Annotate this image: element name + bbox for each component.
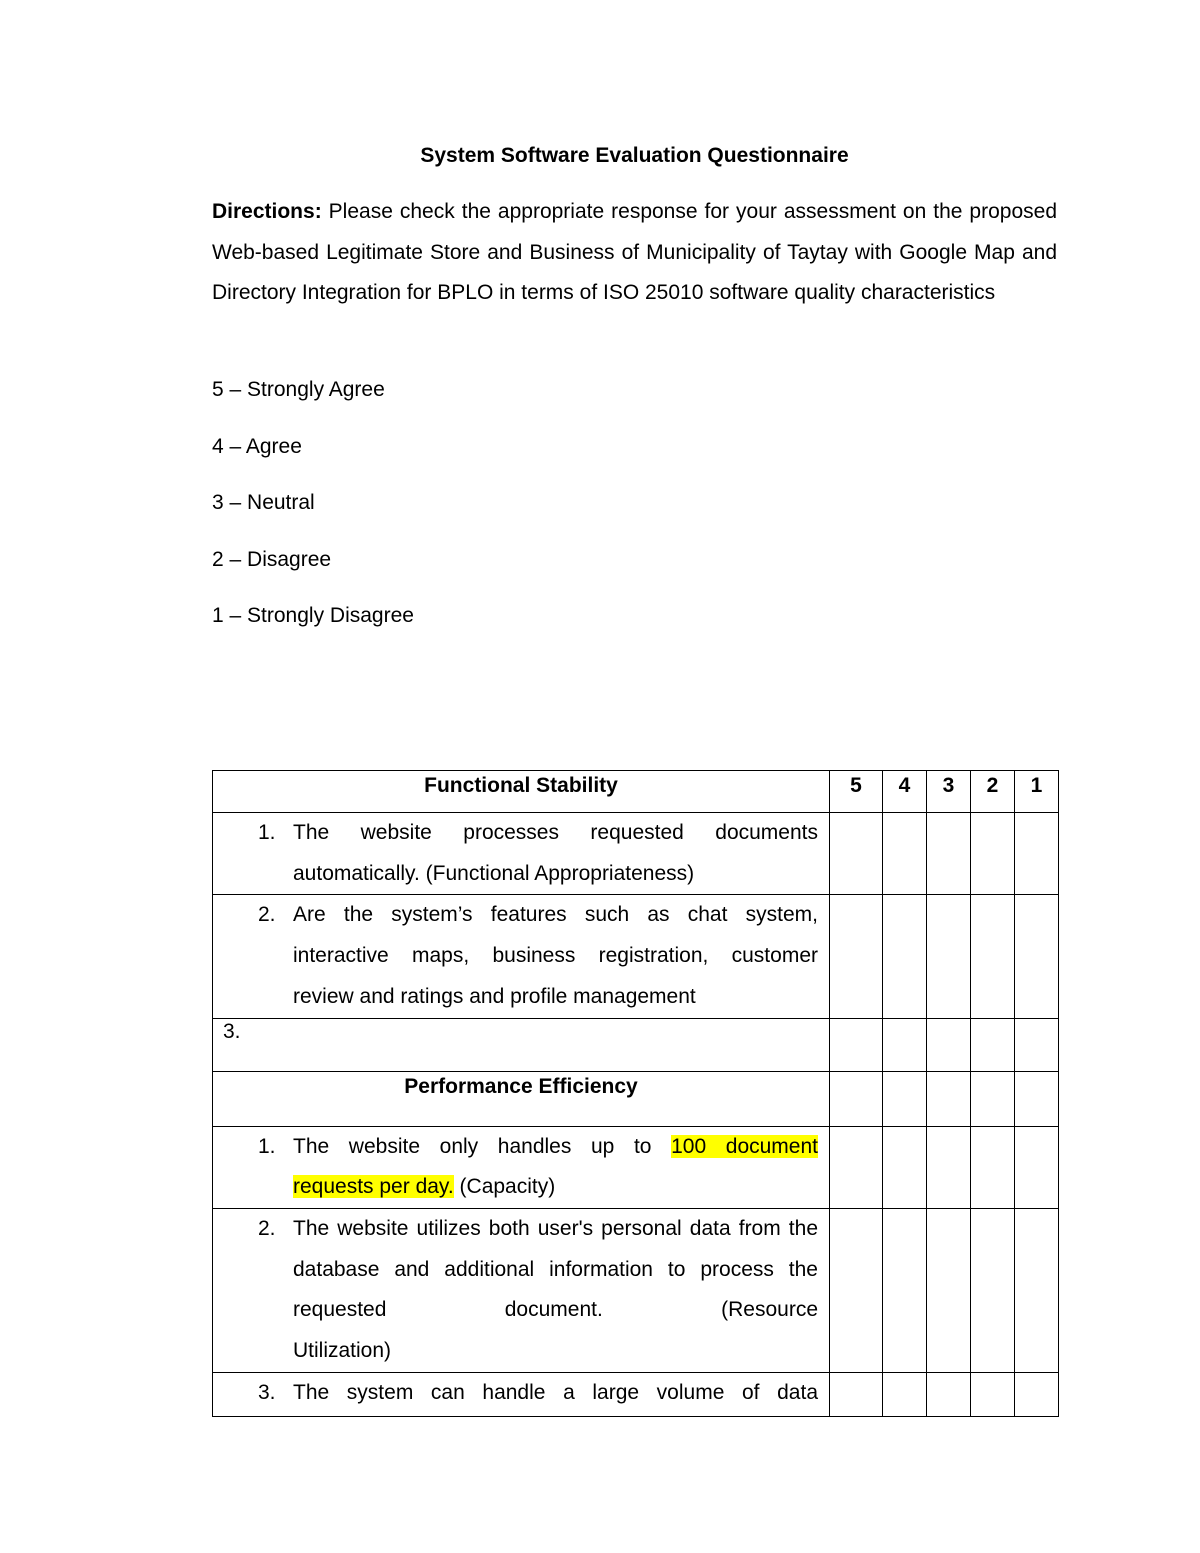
rating-cell-2[interactable] xyxy=(971,1372,1015,1416)
question-number: 2. xyxy=(258,903,276,927)
rating-cell-4[interactable] xyxy=(883,895,927,1018)
rating-cell-3[interactable] xyxy=(927,813,971,895)
table-row xyxy=(213,1372,1059,1416)
question-line: The website processes requested documents xyxy=(293,821,818,844)
page-title: System Software Evaluation Questionnaire xyxy=(420,144,849,167)
scale-item-5: 5 – Strongly Agree xyxy=(212,378,385,401)
scale-item-4: 4 – Agree xyxy=(212,434,302,458)
question-text: (Capacity) xyxy=(453,1175,556,1199)
rating-cell-4[interactable] xyxy=(883,1018,927,1071)
directions-paragraph xyxy=(212,192,1057,314)
rating-cell-5[interactable] xyxy=(830,1372,883,1416)
rating-cell-5[interactable] xyxy=(830,1126,883,1208)
question-number: 3. xyxy=(258,1380,276,1404)
rating-header-2: 2 xyxy=(971,771,1015,813)
table-row xyxy=(213,1208,1059,1372)
question-number: 1. xyxy=(258,1134,276,1158)
question-fs-1 xyxy=(213,813,830,895)
table-row xyxy=(213,1126,1059,1208)
rating-scale-legend xyxy=(212,373,812,656)
question-number: 3. xyxy=(223,1019,241,1043)
question-line: The website utilizes both user's personal data xyxy=(293,1216,731,1240)
scale-item-1: 1 – Strongly Disagree xyxy=(212,604,414,627)
rating-cell-5[interactable] xyxy=(830,895,883,1018)
rating-cell-1[interactable] xyxy=(1015,1208,1059,1372)
rating-cell-3[interactable] xyxy=(927,1018,971,1071)
rating-cell-4[interactable] xyxy=(883,1208,927,1372)
highlighted-text: 100 document xyxy=(671,1134,818,1158)
question-pe-2 xyxy=(213,1208,830,1372)
rating-header-3: 3 xyxy=(927,771,971,813)
scale-item-3: 3 – Neutral xyxy=(212,491,315,514)
question-pe-3 xyxy=(213,1372,830,1416)
question-fs-3 xyxy=(213,1018,830,1071)
rating-cell-2[interactable] xyxy=(971,1126,1015,1208)
question-line: review and ratings and profile management xyxy=(293,984,696,1008)
rating-cell-1[interactable] xyxy=(1015,813,1059,895)
section-heading-functional-stability: Functional Stability xyxy=(213,771,830,813)
rating-cell-5[interactable] xyxy=(830,813,883,895)
question-number: 1. xyxy=(258,821,276,844)
question-line: Are the system’s features such as chat system, xyxy=(293,903,818,927)
rating-cell-1[interactable] xyxy=(1015,1372,1059,1416)
rating-cell-2[interactable] xyxy=(971,813,1015,895)
rating-header-1: 1 xyxy=(1015,771,1059,813)
question-line: from the database and additional information to xyxy=(293,1216,818,1281)
rating-cell-4[interactable] xyxy=(883,813,927,895)
table-row xyxy=(213,813,1059,895)
question-line: interactive maps, business registration, customer xyxy=(293,944,818,968)
question-line: process the requested document. (Resource xyxy=(293,1257,818,1322)
evaluation-table xyxy=(212,770,1059,1417)
question-fs-2 xyxy=(213,895,830,1018)
rating-cell-4[interactable] xyxy=(883,1126,927,1208)
directions-text: Please check the appropriate response for your assessment on the proposed Web-based Legitimate Store and Business of Municipality of Taytay with Google Map and Directory Integration for BPLO in terms of ISO 25010 software quality characteristics xyxy=(212,200,1057,305)
rating-cell-1[interactable] xyxy=(1015,1126,1059,1208)
directions-label: Directions: xyxy=(212,200,322,223)
rating-cell-3[interactable] xyxy=(927,1372,971,1416)
rating-cell-5[interactable] xyxy=(830,1018,883,1071)
table-row xyxy=(213,1018,1059,1071)
table-header-row xyxy=(213,771,1059,813)
question-line: automatically. (Functional Appropriateness) xyxy=(293,861,695,885)
rating-header-4: 4 xyxy=(883,771,927,813)
question-pe-1 xyxy=(213,1126,830,1208)
table-row xyxy=(213,895,1059,1018)
question-line: The system can handle a large volume of data xyxy=(293,1380,818,1404)
rating-cell-2[interactable] xyxy=(971,895,1015,1018)
question-line: Utilization) xyxy=(293,1339,392,1363)
rating-cell-1[interactable] xyxy=(1015,895,1059,1018)
rating-cell-2[interactable] xyxy=(971,1018,1015,1071)
rating-header-5: 5 xyxy=(830,771,883,813)
rating-cell-4[interactable] xyxy=(883,1372,927,1416)
rating-cell-1[interactable] xyxy=(1015,1018,1059,1071)
rating-cell-3[interactable] xyxy=(927,895,971,1018)
question-text: The website only handles up to xyxy=(293,1134,672,1158)
highlighted-text: requests per day. xyxy=(293,1175,454,1199)
section-heading-row xyxy=(213,1071,1059,1126)
rating-cell-3[interactable] xyxy=(927,1126,971,1208)
rating-cell-3[interactable] xyxy=(927,1208,971,1372)
scale-item-2: 2 – Disagree xyxy=(212,547,332,571)
rating-cell-5[interactable] xyxy=(830,1208,883,1372)
question-number: 2. xyxy=(258,1216,276,1240)
section-heading-performance-efficiency: Performance Efficiency xyxy=(213,1071,830,1126)
rating-cell-2[interactable] xyxy=(971,1208,1015,1372)
